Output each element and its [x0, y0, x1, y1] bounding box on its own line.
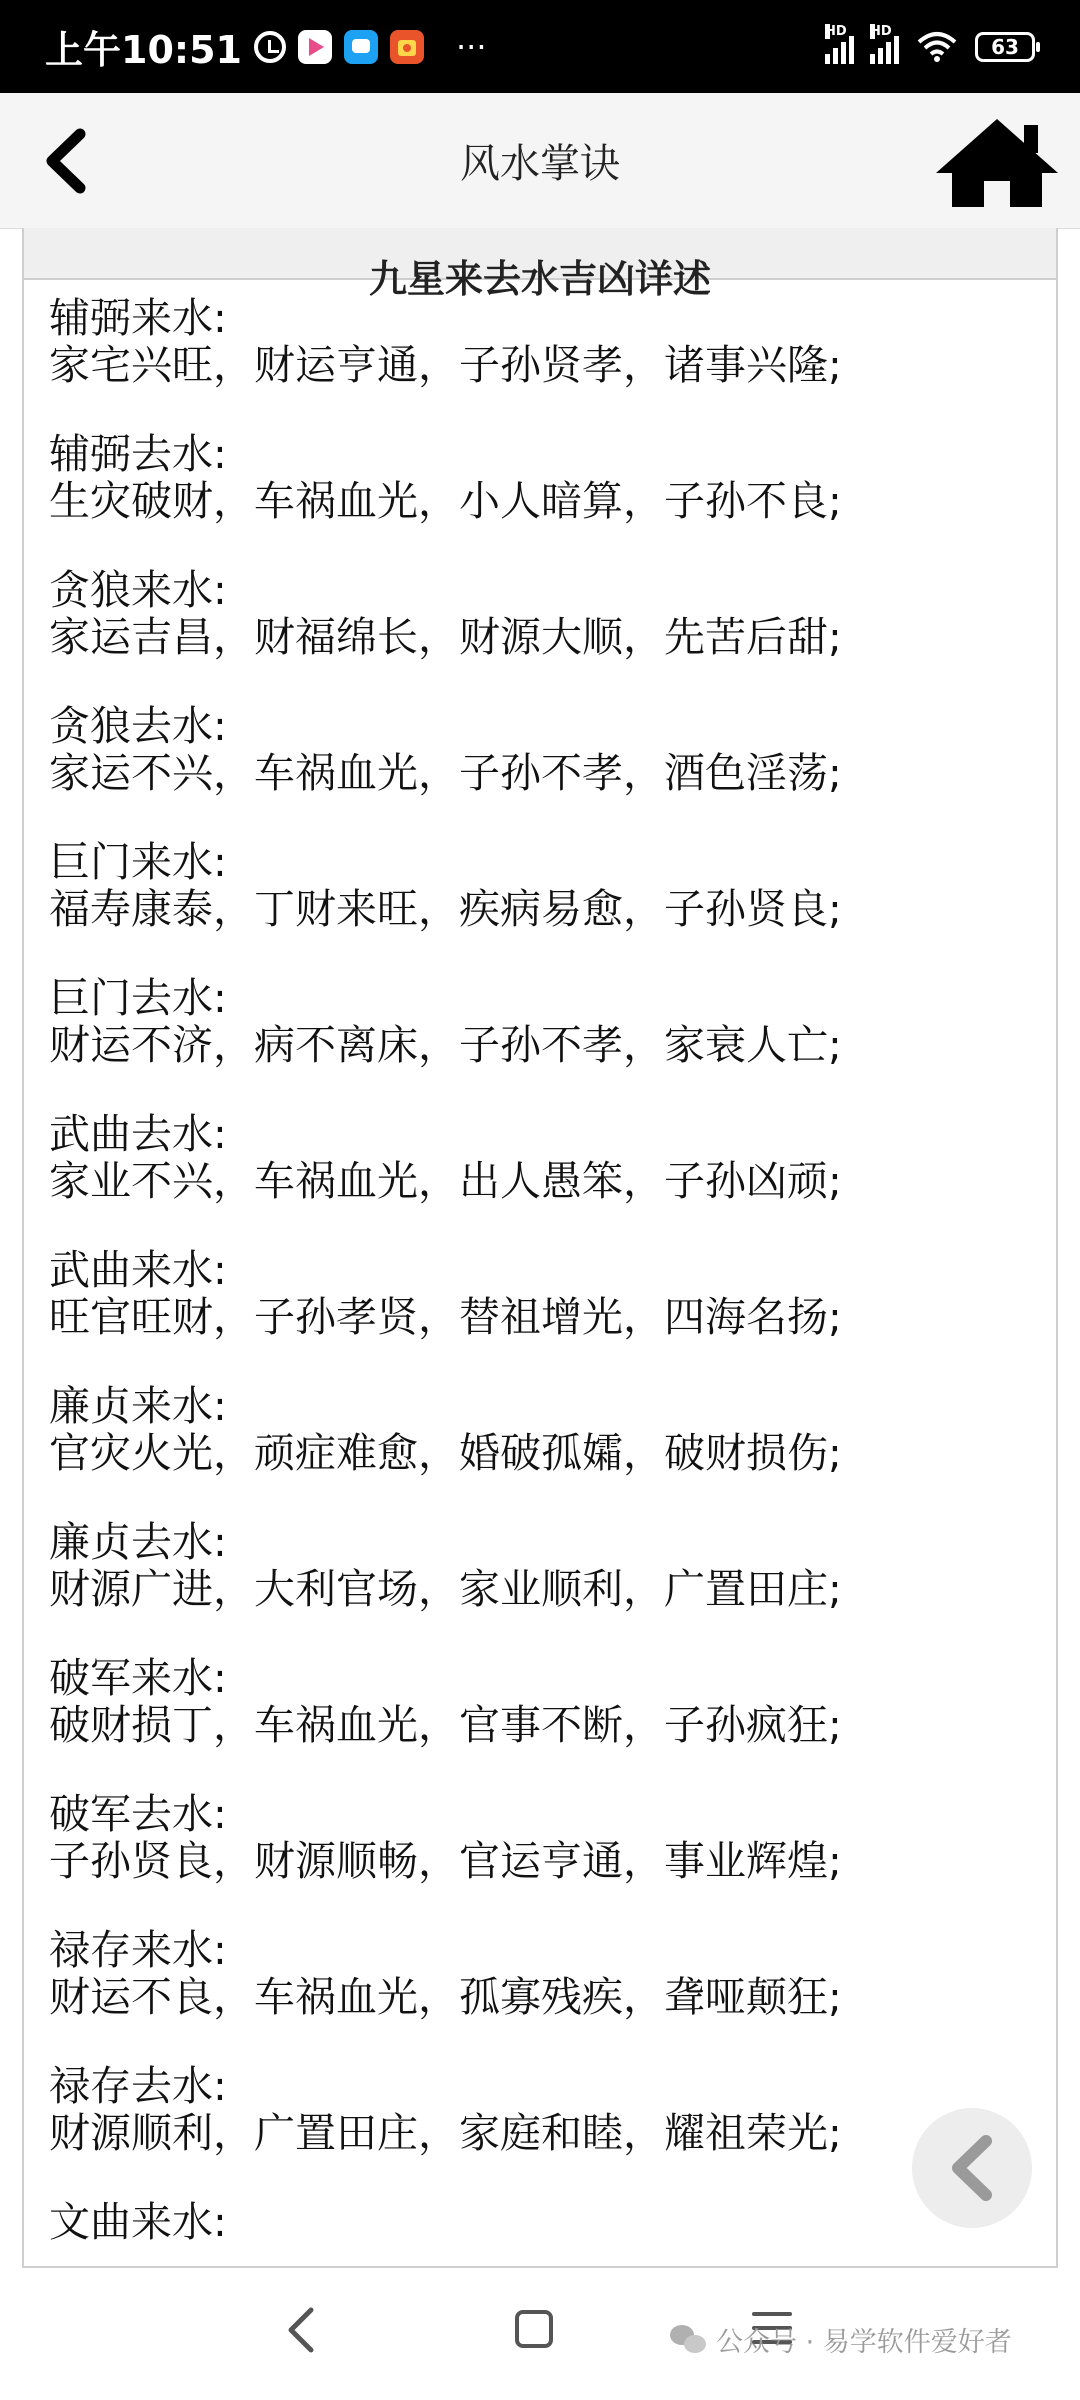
section-title: 九星来去水吉凶详述 [368, 257, 711, 301]
entry-title: 文曲来水: [49, 2198, 227, 2246]
watermark [670, 2320, 1012, 2359]
battery-level: 63 [991, 34, 1019, 59]
list-item [49, 1792, 1056, 1928]
entry-description: 财源顺利，广置田庄，家庭和睦，耀祖荣光; [49, 2109, 842, 2157]
entry-description: 家运吉昌，财福绵长，财源大顺，先苦后甜; [49, 613, 842, 661]
floating-back-button[interactable] [912, 2108, 1032, 2228]
entry-description: 生灾破财，车祸血光，小人暗算，子孙不良; [49, 477, 842, 525]
entry-list [24, 280, 1056, 2336]
entry-title: 禄存去水: [49, 2062, 227, 2110]
wifi-icon [915, 30, 959, 64]
back-button[interactable] [30, 123, 100, 198]
entry-title: 廉贞来水: [49, 1382, 227, 1430]
entry-title: 破军去水: [49, 1790, 227, 1838]
more-notifications-icon: ··· [455, 27, 487, 66]
entry-description: 旺官旺财，子孙孝贤，替祖增光，四海名扬; [49, 1293, 842, 1341]
entry-title: 贪狼来水: [49, 566, 227, 614]
entry-title: 破军来水: [49, 1654, 227, 1702]
entry-description: 子孙贤良，财源顺畅，官运亨通，事业辉煌; [49, 1837, 842, 1885]
wechat-icon [670, 2325, 708, 2355]
entry-description: 福寿康泰，丁财来旺，疾病易愈，子孙贤良; [49, 885, 842, 933]
list-item [49, 704, 1056, 840]
content-panel [22, 228, 1058, 2268]
entry-title: 武曲来水: [49, 1246, 227, 1294]
entry-title: 辅弼去水: [49, 430, 227, 478]
entry-title: 辅弼来水: [49, 294, 227, 342]
home-button[interactable] [932, 115, 1062, 210]
entry-description: 财源广进，大利官场，家业顺利，广置田庄; [49, 1565, 842, 1613]
entry-title: 武曲去水: [49, 1110, 227, 1158]
system-nav-bar [0, 2268, 1080, 2400]
video-app-icon [298, 30, 332, 64]
nav-home-icon[interactable] [515, 2310, 553, 2348]
home-icon [932, 115, 1062, 210]
entry-description: 财运不良，车祸血光，孤寡残疾，聋哑颠狂; [49, 1973, 842, 2021]
chat-app-icon [344, 30, 378, 64]
entry-title: 贪狼去水: [49, 702, 227, 750]
list-item [49, 1520, 1056, 1656]
entry-description: 家宅兴旺，财运亨通，子孙贤孝，诸事兴隆; [49, 341, 842, 389]
page-title: 风水掌诀 [460, 141, 620, 187]
status-bar [0, 0, 1080, 93]
entry-description: 家业不兴，车祸血光，出人愚笨，子孙凶顽; [49, 1157, 842, 1205]
entry-title: 巨门去水: [49, 974, 227, 1022]
entry-description: 破财损丁，车祸血光，官事不断，子孙疯狂; [49, 1701, 842, 1749]
entry-title: 禄存来水: [49, 1926, 227, 1974]
list-item [49, 568, 1056, 704]
nav-back-icon[interactable] [283, 2306, 317, 2354]
list-item [49, 1248, 1056, 1384]
entry-description: 家运不兴，车祸血光，子孙不孝，酒色淫荡; [49, 749, 842, 797]
list-item [49, 976, 1056, 1112]
status-time: 上午10:51 [45, 28, 242, 72]
chevron-left-icon [942, 2133, 1002, 2203]
notification-icons [254, 28, 487, 66]
list-item [49, 432, 1056, 568]
signal-icon: HD [825, 30, 854, 64]
entry-title: 巨门来水: [49, 838, 227, 886]
list-item [49, 840, 1056, 976]
signal-icon: HD [870, 30, 899, 64]
system-status [825, 23, 1035, 64]
battery-icon [975, 32, 1035, 62]
alarm-icon [254, 31, 286, 63]
entry-description: 财运不济，病不离床，子孙不孝，家衰人亡; [49, 1021, 842, 1069]
shop-app-icon [390, 30, 424, 64]
list-item [49, 1656, 1056, 1792]
list-item [49, 1384, 1056, 1520]
list-item [49, 2064, 1056, 2200]
list-item [49, 1112, 1056, 1248]
section-header [24, 228, 1056, 301]
app-header [0, 93, 1080, 229]
watermark-text: 公众号 · 易学软件爱好者 [716, 2327, 1012, 2358]
chevron-left-icon [40, 128, 90, 194]
list-item [49, 1928, 1056, 2064]
entry-description: 官灾火光，顽症难愈，婚破孤孀，破财损伤; [49, 1429, 842, 1477]
entry-title: 廉贞去水: [49, 1518, 227, 1566]
list-item [49, 296, 1056, 432]
